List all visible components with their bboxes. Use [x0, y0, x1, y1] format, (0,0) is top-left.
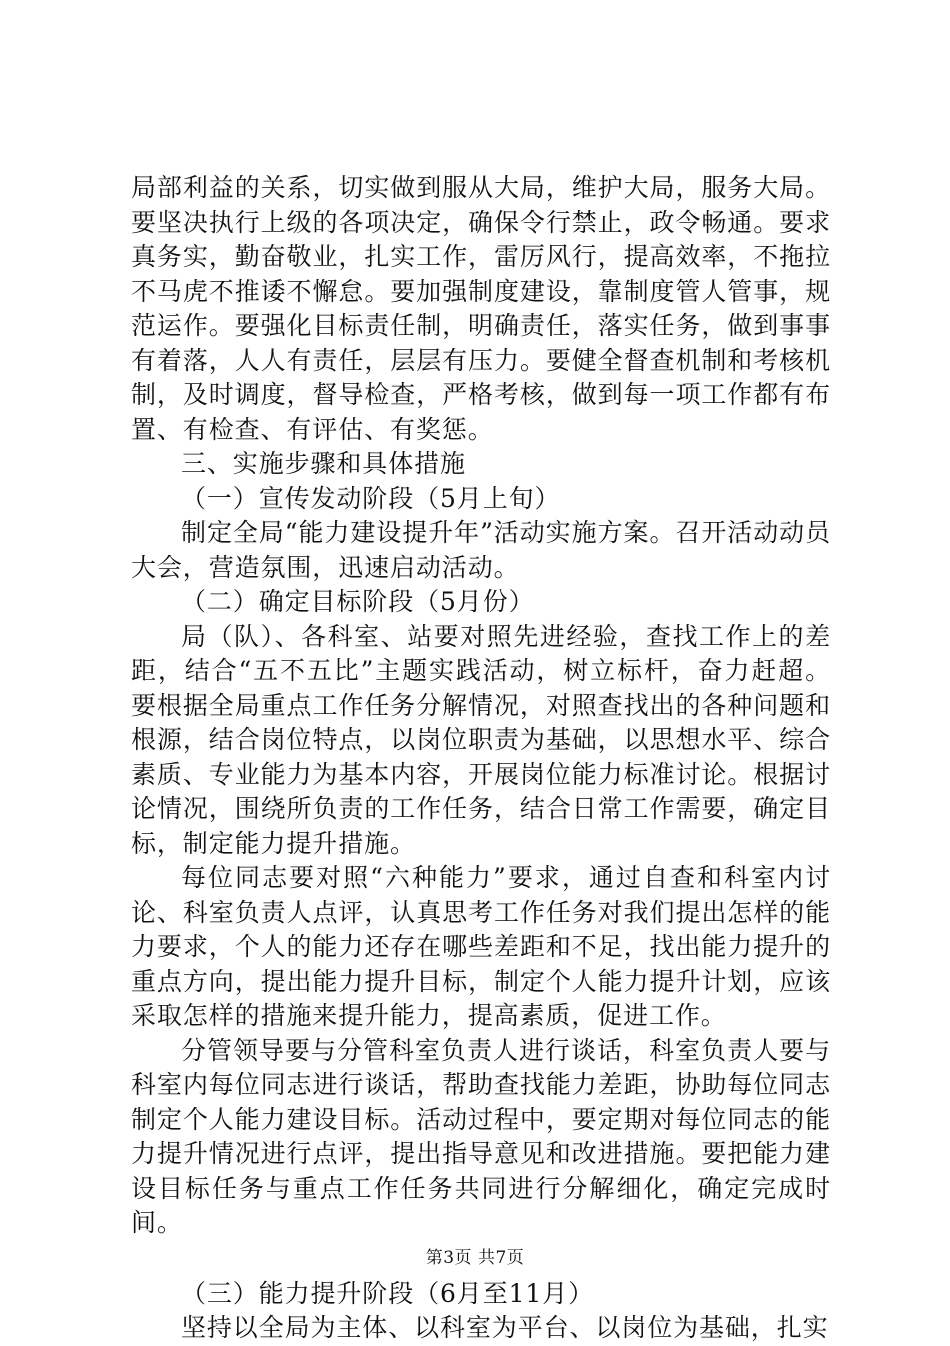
page-number: 第3页 — [425, 1248, 473, 1268]
paragraph-leadership-talks: 分管领导要与分管科室负责人进行谈话，科室负责人要与科室内每位同志进行谈话，帮助查找能力差距，协助每位同志制定个人能力建设目标。活动过程中，要定期对每位同志的能力提升情况进行点评，提出指导意见和改进措施。要把能力建设目标任务与重点工作任务共同进行分解细化，确定完成时间。 — [131, 1035, 831, 1237]
subsection-heading-goal-setting-stage: （二）确定目标阶段（5月份） — [181, 587, 535, 616]
paragraph-goal-setting-stage: 局（队）、各科室、站要对照先进经验，查找工作上的差距，结合“五不五比”主题实践活动，树立标杆，奋力赶超。要根据全局重点工作任务分解情况，对照查找出的各种问题和根源，结合岗位特点，以岗位职责为基础，以思想水平、综合素质、专业能力为基本内容，开展岗位能力标准讨论。根据讨论情况，围绕所负责的工作任务，结合日常工作需要，确定目标，制定能力提升措施。 — [131, 621, 831, 858]
page-footer — [0, 1248, 950, 1268]
document-body — [131, 171, 831, 1346]
paragraph-continuation: 局部利益的关系，切实做到服从大局，维护大局，服务大局。要坚决执行上级的各项决定，确保令行禁止，政令畅通。要求真务实，勤奋敬业，扎实工作，雷厉风行，提高效率，不拖拉不马虎不推诿不懈怠。要加强制度建设，靠制度管人管事，规范运作。要强化目标责任制，明确责任，落实任务，做到事事有着落，人人有责任，层层有压力。要健全督查机制和考核机制，及时调度，督导检查，严格考核，做到每一项工作都有布置、有检查、有评估、有奖惩。 — [131, 173, 831, 444]
subsection-heading-publicity-stage: （一）宣传发动阶段（5月上旬） — [181, 483, 561, 513]
paragraph-publicity-stage: 制定全局“能力建设提升年”活动实施方案。召开活动动员大会，营造氛围，迅速启动活动。 — [131, 518, 831, 582]
subsection-heading-capability-stage: （三）能力提升阶段（6月至11月） — [181, 1278, 595, 1308]
paragraph-individual-requirements: 每位同志要对照“六种能力”要求，通过自查和科室内讨论、科室负责人点评，认真思考工作任务对我们提出怎样的能力要求，个人的能力还存在哪些差距和不足，找出能力提升的重点方向，提出能力提升目标，制定个人能力提升计划，应该采取怎样的措施来提升能力，提高素质，促进工作。 — [131, 863, 831, 1030]
page-total: 共7页 — [477, 1248, 525, 1268]
section-heading-implementation-steps: 三、实施步骤和具体措施 — [181, 449, 466, 478]
paragraph-capability-stage: 坚持以全局为主体、以科室为平台、以岗位为基础，扎实 — [181, 1313, 829, 1342]
